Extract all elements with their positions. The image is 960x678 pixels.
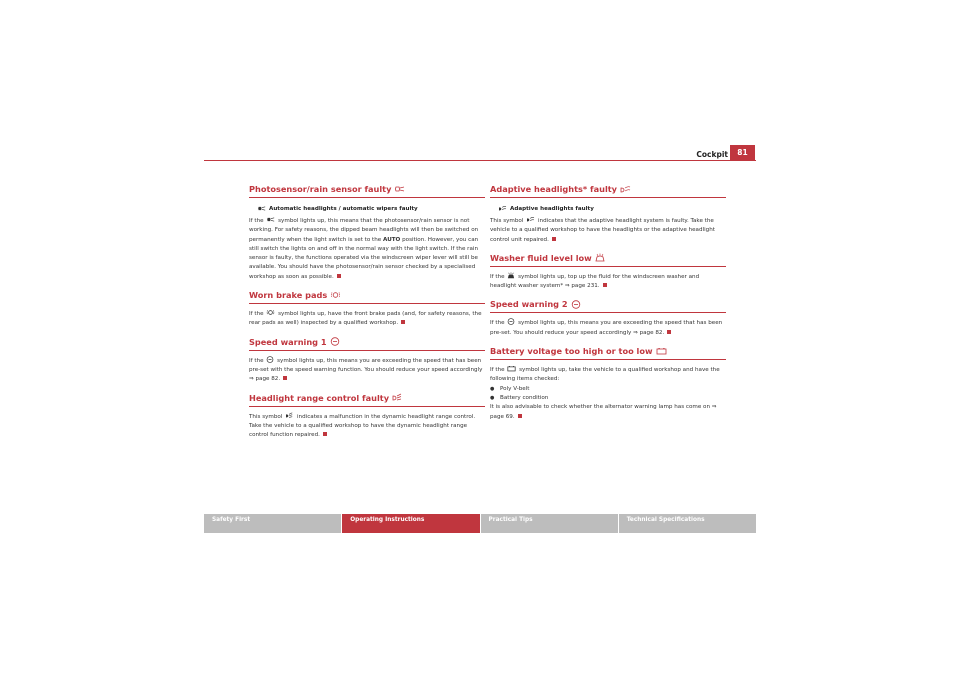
- end-marker: [337, 274, 341, 278]
- left-column: [249, 184, 485, 448]
- headlight-wiper-icon: [257, 205, 266, 212]
- tab-operating-instructions[interactable]: Operating Instructions: [342, 514, 479, 533]
- end-marker: [552, 237, 556, 241]
- body-text: If the symbol lights up, this means you are exceeding the speed that has been pre-set. You should reduce your speed accordingly ⇒ page 82.: [490, 320, 723, 336]
- footer-tabs: [204, 514, 756, 533]
- section-washer-fluid: [490, 253, 726, 292]
- battery-icon: [656, 347, 667, 355]
- end-marker: [401, 320, 405, 324]
- section-brake-pads: [249, 290, 485, 329]
- end-marker: [323, 432, 327, 436]
- speed-warning-icon: [571, 300, 581, 309]
- subheading: Automatic headlights / automatic wipers faulty: [257, 205, 485, 212]
- end-marker: [603, 283, 607, 287]
- list-item: ● Battery condition: [490, 394, 726, 403]
- body-text: If the symbol lights up, take the vehicle to a qualified workshop and have the following items checked:: [490, 367, 720, 383]
- section-speed-warning-2: [490, 299, 726, 338]
- body-text: If the symbol lights up, top up the fluid for the windscreen washer and headlight washer system* ⇒ page 231.: [490, 273, 700, 290]
- section-heading: Adaptive headlights* faulty: [490, 184, 726, 198]
- adaptive-headlight-icon: [498, 205, 507, 212]
- tab-practical-tips[interactable]: Practical Tips: [481, 514, 618, 533]
- body-text: This symbol indicates a malfunction in the dynamic headlight range control. Take the vehicle to a qualified workshop to have the dynamic headlight range control function repaired.: [249, 413, 476, 439]
- tab-safety-first[interactable]: Safety First: [204, 514, 341, 533]
- speed-warning-icon: [266, 356, 274, 363]
- speed-warning-icon: [507, 318, 515, 325]
- headlight-range-icon: [285, 412, 294, 419]
- end-marker: [667, 330, 671, 334]
- page-number: 81: [730, 145, 755, 161]
- washer-fluid-icon: [595, 253, 605, 262]
- section-heading: Headlight range control faulty: [249, 393, 485, 407]
- body-text: If the symbol lights up, this means you are exceeding the speed that has been pre-set with the speed warning function. You should reduce your speed accordingly ⇒ page 82.: [249, 357, 483, 383]
- section-heading: Photosensor/rain sensor faulty: [249, 184, 485, 198]
- washer-fluid-icon: [507, 272, 515, 279]
- body-text: This symbol indicates that the adaptive headlight system is faulty. Take the vehicle to a qualified workshop to have the headlights or the adaptive headlight control unit repaired.: [490, 218, 715, 243]
- speed-warning-icon: [330, 337, 340, 346]
- section-heading: Battery voltage too high or too low: [490, 346, 726, 360]
- chapter-title: Cockpit: [696, 150, 728, 159]
- adaptive-headlight-icon: [620, 185, 631, 194]
- right-column: [490, 184, 726, 430]
- checklist: [490, 385, 726, 404]
- section-heading: Washer fluid level low: [490, 253, 726, 267]
- subheading: Adaptive headlights faulty: [498, 205, 726, 212]
- brake-pad-icon: [266, 309, 275, 316]
- section-speed-warning-1: [249, 337, 485, 385]
- section-heading: Worn brake pads: [249, 290, 485, 304]
- headlight-wiper-icon: [394, 185, 405, 193]
- section-headlight-range: [249, 393, 485, 441]
- section-battery-voltage: [490, 346, 726, 422]
- tab-technical-specifications[interactable]: Technical Specifications: [619, 514, 756, 533]
- list-item: ● Poly V-belt: [490, 385, 726, 394]
- section-photosensor: [249, 184, 485, 282]
- section-heading: Speed warning 1: [249, 337, 485, 351]
- battery-icon: [507, 365, 516, 372]
- end-marker: [283, 376, 287, 380]
- body-text: If the symbol lights up, this means that the photosensor/rain sensor is not working. For safety reasons, the dipped beam headlights will then be switched on permanently when the light switch is set to the AUTO position. However, you can still switch the lights on and off in the normal way with the light switch. If the rain sensor is faulty, the functions operated via the windscreen wiper lever will still be available. You should have the photosensor/rain sensor checked by a specialised workshop as soon as possible.: [249, 218, 479, 280]
- adaptive-headlight-icon: [526, 216, 535, 223]
- section-heading: Speed warning 2: [490, 299, 726, 313]
- brake-pad-icon: [330, 291, 341, 299]
- body-text: If the symbol lights up, have the front brake pads (and, for safety reasons, the rear pads as well) inspected by a qualified workshop.: [249, 311, 482, 327]
- headlight-wiper-icon: [266, 216, 275, 223]
- header-rule: [204, 160, 756, 161]
- headlight-range-icon: [392, 393, 403, 402]
- end-marker: [518, 414, 522, 418]
- section-adaptive-headlights: [490, 184, 726, 245]
- body-text: It is also advisable to check whether the alternator warning lamp has come on ⇒ page 69.: [490, 404, 717, 420]
